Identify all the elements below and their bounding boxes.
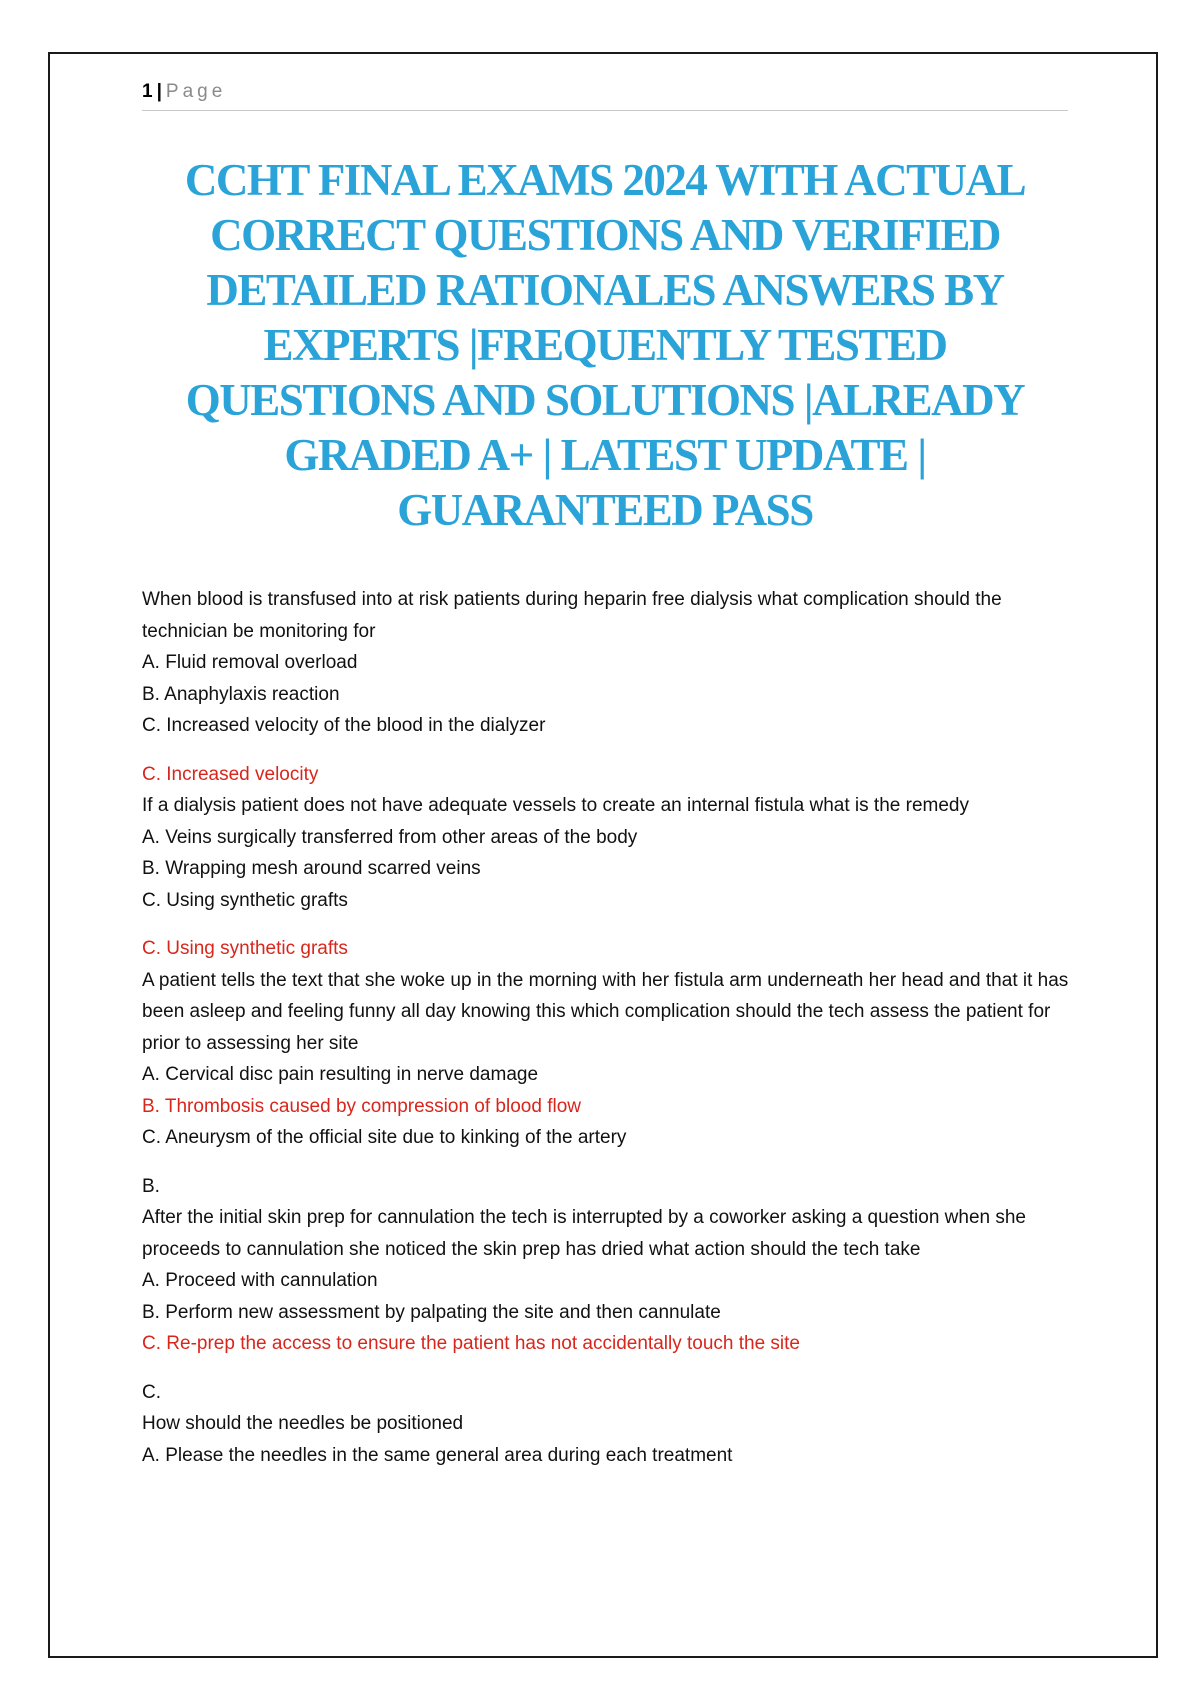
document-title: CCHT FINAL EXAMS 2024 WITH ACTUAL CORRECT QUESTIONS AND VERIFIED DETAILED RATIONALES ANSWERS BY EXPERTS |FREQUENTLY TESTED QUESTIONS AND SOLUTIONS |ALREADY GRADED A+ | LATEST UPDATE | GUARANTEED PASS xyxy=(184,155,1026,535)
option-a: A. Veins surgically transferred from other areas of the body xyxy=(142,826,638,848)
answer-text: C. xyxy=(142,1381,161,1403)
option-a: A. Fluid removal overload xyxy=(142,652,358,673)
option-b: B. Perform new assessment by palpating the site and then cannulate xyxy=(142,1301,721,1323)
option-b: B. Wrapping mesh around scarred veins xyxy=(142,858,481,879)
option-c: C. Aneurysm of the official site due to kinking of the artery xyxy=(142,1127,627,1148)
option-a: A. Please the needles in the same general area during each treatment xyxy=(142,1444,733,1466)
question-text: After the initial skin prep for cannulation the tech is interrupted by a coworker asking a question when she proceeds to cannulation she noticed the skin prep has dried what action should the tech take xyxy=(142,1207,1027,1260)
option-c: C. Increased velocity of the blood in the dialyzer xyxy=(142,715,546,736)
option-c: C. Using synthetic grafts xyxy=(142,889,348,911)
answer-text: B. xyxy=(142,1175,160,1197)
question-text: If a dialysis patient does not have adequate vessels to create an internal fistula what is the remedy xyxy=(142,795,969,816)
question-block xyxy=(142,790,1072,916)
answer-text: C. Using synthetic grafts xyxy=(142,938,348,959)
question-block xyxy=(142,965,1072,1154)
page-header xyxy=(142,80,1068,111)
option-b: B. Anaphylaxis reaction xyxy=(142,683,340,705)
page-label: Page xyxy=(165,81,227,102)
answer-text: C. Increased velocity xyxy=(142,763,319,785)
option-a: A. Proceed with cannulation xyxy=(142,1270,378,1291)
page-number: 1 xyxy=(142,81,153,102)
question-text: When blood is transfused into at risk patients during heparin free dialysis what complication should the technician be monitoring for xyxy=(142,589,1002,642)
document-body xyxy=(142,584,1072,1488)
question-text: A patient tells the text that she woke up in the morning with her fistula arm underneath her head and that it has been asleep and feeling funny all day knowing this which complication should the tech assess the patient for prior to assessing her site xyxy=(142,969,1069,1054)
question-block xyxy=(142,1408,1072,1471)
option-b-correct: B. Thrombosis caused by compression of blood flow xyxy=(142,1095,581,1117)
header-separator: | xyxy=(156,81,162,102)
question-text: How should the needles be positioned xyxy=(142,1413,464,1434)
option-c-correct: C. Re-prep the access to ensure the patient has not accidentally touch the site xyxy=(142,1333,800,1354)
question-block xyxy=(142,1202,1072,1360)
question-block xyxy=(142,584,1072,742)
option-a: A. Cervical disc pain resulting in nerve damage xyxy=(142,1064,539,1085)
